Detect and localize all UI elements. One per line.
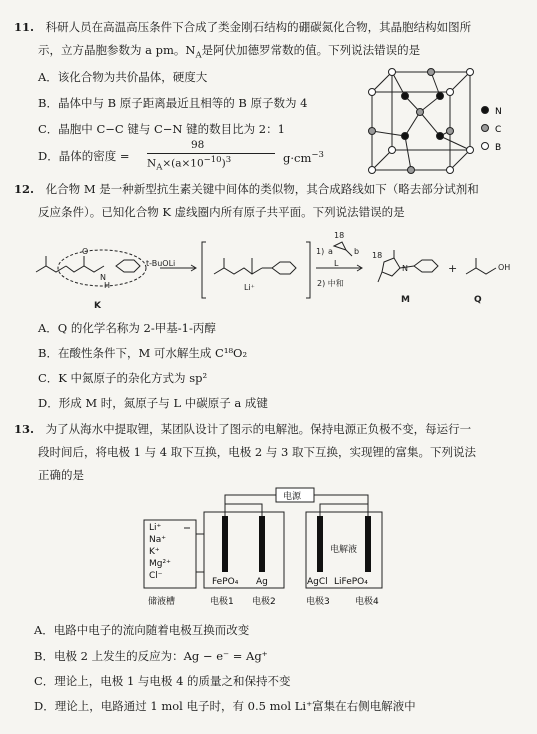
atom-b [447,167,454,174]
den-close: ) [221,157,226,170]
wire-left-top [225,495,276,516]
q11-na-sub: A [195,50,202,61]
electrolysis-diagram [140,484,440,614]
m-oxazolidinone [382,258,400,276]
fepo4-label: FePO₄ [212,577,239,587]
ion-li: Li⁺ [149,523,162,533]
atom-c [417,109,424,116]
q11-number: 11. [14,20,35,34]
atom-b [447,89,454,96]
den-sub: A [156,162,163,173]
q13-stem-text1: 为了从海水中提取锂，某团队设计了图示的电解池。保持电源正负极不变，每运行一 [45,422,472,436]
q12-stem-line2: 反应条件）。已知化合物 K 虚线圈内所有原子共平面。下列说法错误的是 [38,205,405,219]
legend-n-dot [482,107,489,114]
atom-b [369,89,376,96]
atom-legend [482,107,502,154]
q13-stem-line1 [14,424,471,436]
q11-option-a: A．该化合物为共价晶体，硬度大 [38,70,208,84]
compound-q-label: Q [474,295,482,305]
density-numerator: 98 [191,139,205,151]
li-label: Li⁺ [244,283,255,292]
q11-density-unit [283,151,324,164]
q13-option-a: A．电路中电子的流向随着电极互换而改变 [34,623,250,637]
atom-n [402,93,409,100]
intermediate-phenyl [272,262,296,274]
carbon-b-label: b [354,247,360,256]
reagent-tbuoli: t-BuOLi [146,259,176,268]
den-tail: ×(a×10 [162,157,204,170]
q11-stem-line1 [14,22,471,34]
q13-option-b: B．电极 2 上发生的反应为：Ag − e⁻ = Ag⁺ [34,649,268,663]
reaction-scheme [16,228,526,316]
ion-na: Na⁺ [149,535,166,545]
cube-edges [372,72,470,170]
q13-option-d: D．理论上，电路通过 1 mol 电子时，有 0.5 mol Li⁺富集在右侧电解液中 [34,699,416,713]
crystal-cell-figure [350,66,520,174]
k-carbonyl-o: O [82,247,89,256]
atom-b [467,147,474,154]
o18-label-m: 18 [372,251,383,260]
o18-label-l: 18 [334,231,345,240]
q11-stem-text2a: 示，立方晶胞参数为 a pm。N [38,43,196,57]
q11-option-d [38,151,130,163]
electrode-4 [365,516,371,572]
atom-n [437,133,444,140]
q11-option-b: B．晶体中与 B 原子距离最近且相等的 B 原子数为 4 [38,96,308,110]
q-hydroxyl: OH [498,263,511,272]
k-isobutyl [36,266,66,272]
atom-b [369,167,376,174]
q11-stem-line2 [38,45,420,60]
k-hydrogen: H [104,281,111,290]
electrode2-label: 电极2 [252,597,276,607]
atom-c [447,128,454,135]
atom-b [467,69,474,76]
m-phenyl [414,260,438,272]
q-structure [466,268,496,274]
k-carbamate-chain [66,266,104,272]
q13-option-c: C．理论上，电极 1 与电极 4 的质量之和保持不变 [34,674,291,688]
legend-c-label: C [495,125,502,135]
tank-label: 储液槽 [148,597,176,607]
electrode-1 [222,516,228,572]
atom-b [389,147,396,154]
compound-m-label: M [401,295,410,305]
electrode-2 [259,516,265,572]
legend-b-label: B [495,143,502,153]
intermediate-chain [214,268,262,274]
legend-n-label: N [495,107,502,117]
atom-b [389,69,396,76]
l-label: L [334,259,339,268]
q12-stem-text1: 化合物 M 是一种新型抗生素关键中间体的类似物，其合成路线如下（略去部分试剂和 [45,182,479,196]
atom-c [369,128,376,135]
q12-number: 12. [14,182,35,196]
k-phenyl-ring [116,260,140,272]
q12-option-d: D．形成 M 时，氮原子与 L 中碳原子 a 成键 [38,396,268,410]
wire-right-top [314,495,368,516]
wire-e3 [320,504,368,516]
k-nitrogen: N [100,273,106,282]
den-cube: 3 [225,155,232,165]
q11-stem-text1: 科研人员在高温高压条件下合成了类金刚石结构的硼碳氮化合物，其晶胞结构如图所 [45,20,472,34]
ion-cl: Cl⁻ [149,571,163,581]
electrode-3 [317,516,323,572]
unit-exp: −3 [311,150,324,160]
lifepo4-label: LiFePO₄ [334,577,368,587]
atom-c [428,69,435,76]
electrode1-label: 电极1 [210,597,234,607]
agcl-label: AgCl [307,577,328,587]
power-supply-label: 电源 [283,492,302,502]
legend-b-dot [482,143,489,150]
electrolyte-label: 电解液 [330,545,358,555]
electrode3-label: 电极3 [306,597,330,607]
electrode4-label: 电极4 [355,597,379,607]
q13-stem-line3: 正确的是 [38,468,84,482]
unit-text: g·cm [283,150,312,165]
ion-k: K⁺ [149,547,160,557]
atom-n [437,93,444,100]
atom-n [402,133,409,140]
legend-c-dot [482,125,489,132]
step2-label: 2) 中和 [317,279,344,288]
epoxide-l [334,242,346,250]
q13-stem-line2: 段时间后，将电极 1 与 4 取下互换，电极 2 与 3 取下互换，实现锂的富集。下列说法 [38,445,477,459]
compound-k-label: K [94,301,101,311]
q11-stem-text2b: 是阿伏加德罗常数的值。下列说法错误的是 [201,43,421,57]
q11-option-c: C．晶胞中 C−C 键与 C−N 键的数目比为 2：1 [38,122,285,136]
q12-option-c: C．K 中氮原子的杂化方式为 sp² [38,371,208,385]
m-nitrogen: N [402,264,408,273]
ag-label: Ag [256,577,268,587]
wire-e2 [225,504,262,516]
q13-number: 13. [14,422,35,436]
den-exp: −10 [203,155,222,165]
q12-stem-line1 [14,184,479,196]
q11-density-fraction [147,140,279,174]
density-denominator [147,156,231,172]
carbon-a-label: a [328,247,333,256]
plus-sign: + [448,262,458,275]
atom-c [408,167,415,174]
ion-mg: Mg²⁺ [149,559,171,569]
q12-option-a: A．Q 的化学名称为 2-甲基-1-丙醇 [38,321,216,335]
q12-option-b: B．在酸性条件下，M 可水解生成 C¹⁸O₂ [38,346,248,360]
fraction-bar [147,153,275,154]
den-n: N [147,157,157,170]
step1-label: 1) [316,247,325,256]
q11-option-d-prefix: D．晶体的密度 = [38,149,130,163]
